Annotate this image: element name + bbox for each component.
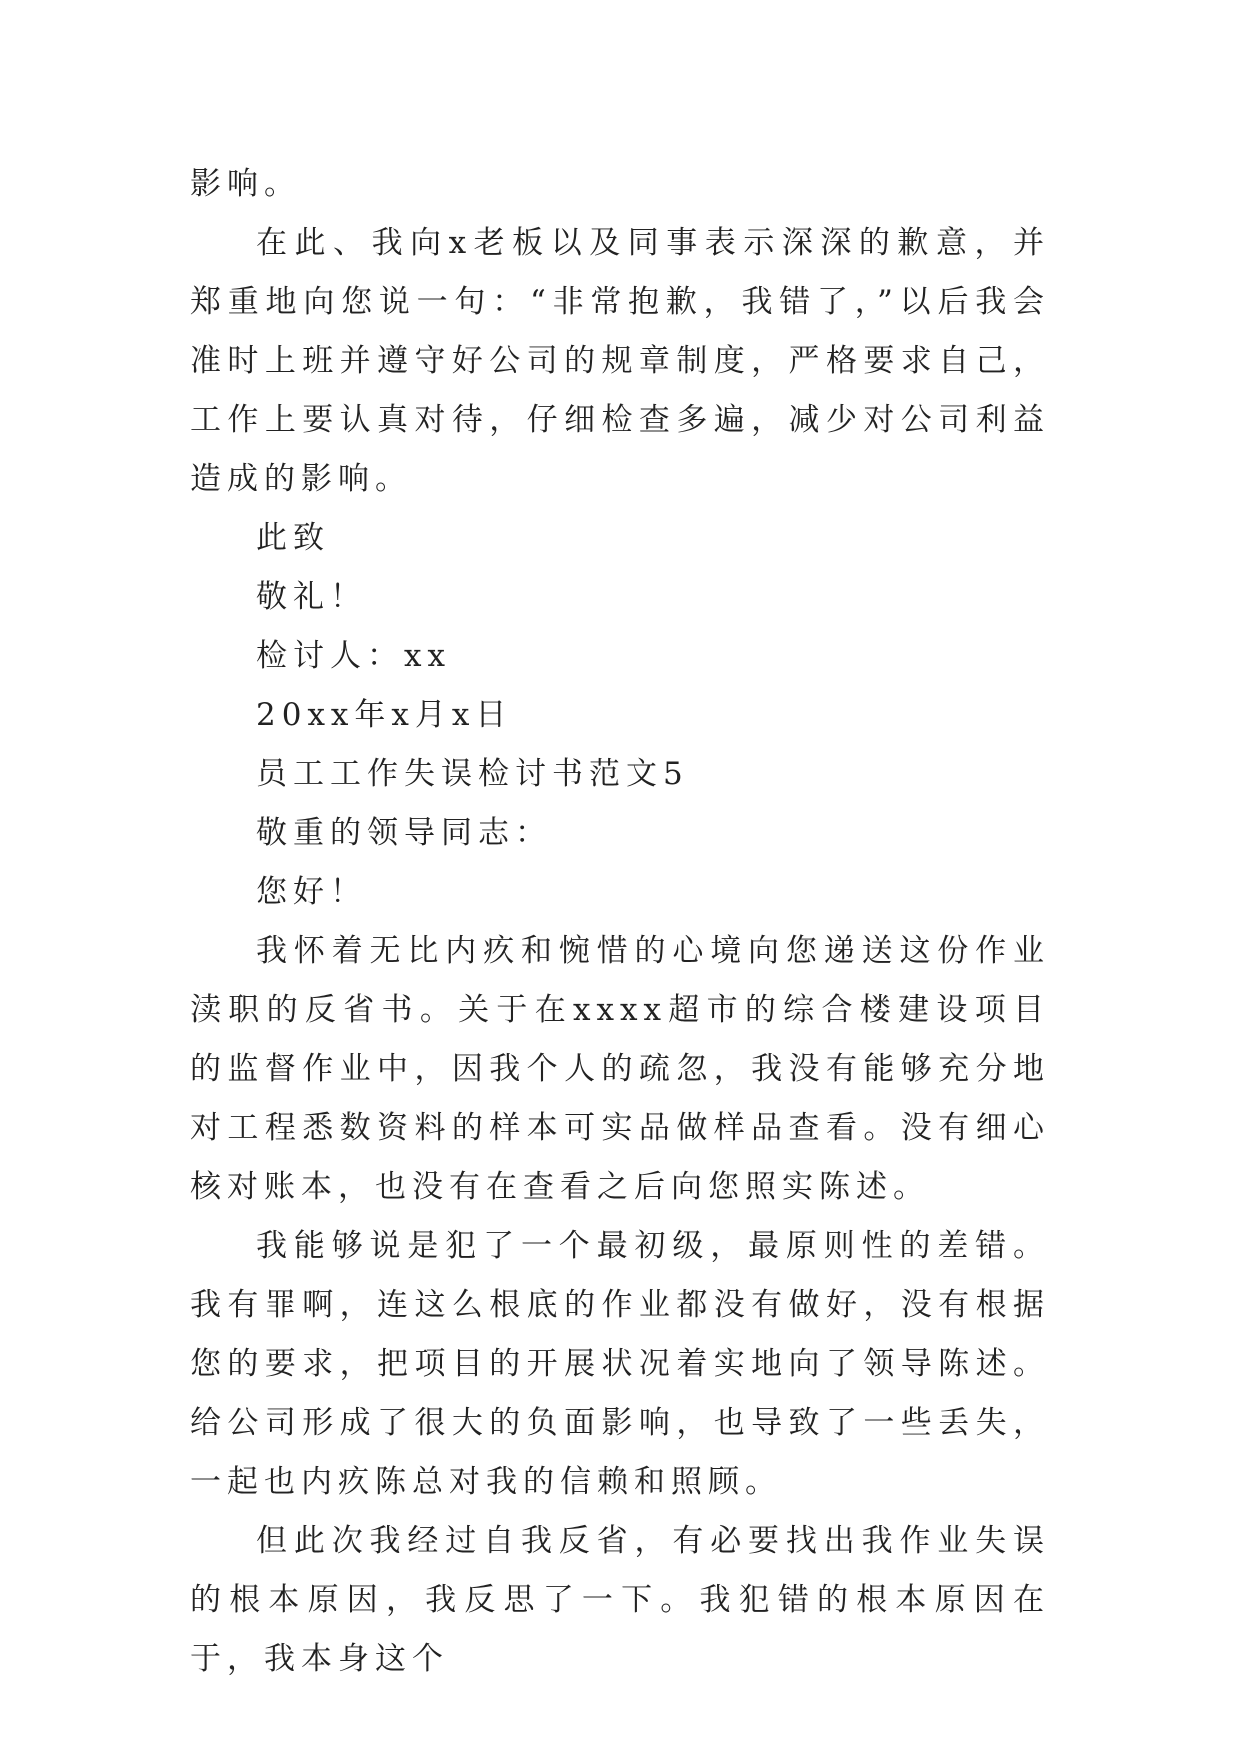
paragraph-continuation: 影响。 [190, 166, 301, 202]
paragraph-reflection: 但此次我经过自我反省，有必要找出我作业失误的根本原因，我反思了一下。我犯错的根本原因在于，我本身这个 [190, 1523, 1050, 1677]
paragraph-intro: 我怀着无比内疚和惋惜的心境向您递送这份作业渎职的反省书。关于在xxxx超市的综合楼建设项目的监督作业中，因我个人的疏忽，我没有能够充分地对工程悉数资料的样本可实品做样品查看。没有细心核对账本，也没有在查看之后向您照实陈述。 [190, 933, 1050, 1205]
greeting: 您好！ [256, 874, 367, 910]
date-line: 20xx年x月x日 [256, 697, 513, 733]
paragraph-mistake: 我能够说是犯了一个最初级，最原则性的差错。我有罪啊，连这么根底的作业都没有做好，没有根据您的要求，把项目的开展状况着实地向了领导陈述。给公司形成了很大的负面影响，也导致了一些丢失，一起也内疚陈总对我的信赖和照顾。 [190, 1228, 1050, 1500]
signature-line: 检讨人：xx [256, 638, 451, 674]
greeting-addressee: 敬重的领导同志： [256, 815, 552, 851]
closing-respect: 敬礼！ [256, 579, 367, 615]
paragraph-apology: 在此、我向x老板以及同事表示深深的歉意，并郑重地向您说一句：“非常抱歉，我错了，”以后我会准时上班并遵守好公司的规章制度，严格要求自己，工作上要认真对待，仔细检查多遍，减少对公司利益造成的影响。 [190, 225, 1050, 497]
document-body [190, 155, 1050, 1689]
section-title: 员工工作失误检讨书范文5 [256, 756, 689, 792]
closing-salutation: 此致 [256, 520, 330, 556]
